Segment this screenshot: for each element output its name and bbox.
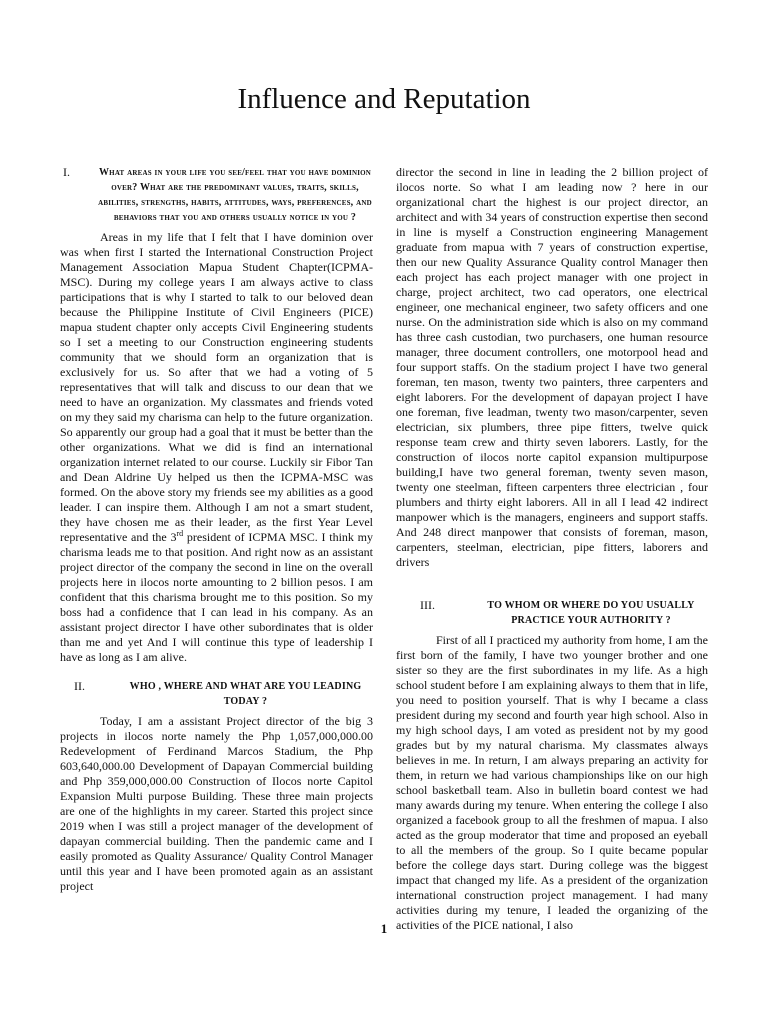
section-1-body-part1: Areas in my life that I felt that I have dominion over was when first I started the International Construction Project Management Association Mapua Student Chapter(ICPMA-MSC). During my college years I am always active to class participations that is why I started to talk to our beloved dean because the Philippine Institute of Civil Engineers (PICE) mapua student chapter only accepts Civil Engineering students so I set a meeting to our Construction engineering students community that we should form an organization that is exclusively for us. So after that we had a voting of 5 representatives that will talk and discuss to our dean that we need to have an organization. My classmates and friends voted on my they said my charisma can help to the future organization. So apparently our group had a goal that it must be better than the other organizations. What we did is find an international organization internet related to our course. Luckily sir Fibor Tan and Dean Aldrine Uy helped us then the ICPMA-MSC was formed. On the above story my friends see my abilities as a good leader. I can inspire them. Although I am not a smart student, they have chosen me as their leader, as the first Year Level representative and the 3	[60, 230, 373, 544]
right-column	[396, 165, 708, 933]
section-3-heading-text: TO WHOM OR WHERE DO YOU USUALLY PRACTICE YOUR AUTHORITY ?	[487, 600, 695, 626]
page-number: 1	[380, 921, 388, 936]
section-1-heading-text: What areas in your life you see/feel that you have dominion over? What are the predominant values, traits, skills, abilities, strengths, habits, attitudes, ways, preferences, and behaviors that you and others usually notice in you ?	[98, 167, 372, 223]
section-2-heading-text: WHO , WHERE AND WHAT ARE YOU LEADING TODAY ?	[129, 681, 362, 707]
section-3-heading	[396, 598, 708, 628]
section-1-body-part2: president of ICPMA MSC. I think my charisma leads me to that position. And right now as an assistant project director of the company the second in line on the overall projects here in ilocos norte amounting to 2 billion pesos. I am confident that this charisma brought me to this position. So my boss had a confidence that I can lead in his company. As an assistant project director I have other subordinates that is older than me and yet And I will continue this type of leadership I have as long as I am alive.	[60, 530, 373, 664]
section-1-body	[60, 230, 373, 665]
section-1-heading	[60, 165, 373, 225]
section-2-heading	[60, 679, 373, 709]
document-title: Influence and Reputation	[237, 83, 531, 115]
section-2-body-right: director the second in line in leading the 2 billion project of ilocos norte. So what I am leading now ? here in our organizational chart the highest is our project director, an architect and with 34 years of construction expertise then second in line is myself a Construction engineering Management graduate from mapua with 7 years of construction expertise, then our new Quality Assurance Quality control Manager then each project has each project manager with one project in charge, project architect, two cad operators, one electrical engineer, one mechanical engineer, two safety officers and one nurse. On the administration side which is also on my command has three cash custodian, two purchasers, one human resource manager, three document controllers, one motorpool head and four support staffs. On the stadium project I have two general foreman, ten mason, twenty two painters, three carpenters and eight laborers. For the development of dapayan project I have one foreman, five leadman, twenty two mason/carpenter, seven electrician, six plumbers, three pipe fitters, twelve quick response team crew and thirty seven laborers. Lastly, for the construction of ilocos norte capitol expansion multipurpose building,I have two general foreman, twenty seven mason, twenty one steelman, fifteen carpenters three electrician , four plumbers and thirty eight laborers. All in all I lead 42 indirect manpower which is the managers, engineers and support staffs. And 248 direct manpower that consists of foreman, mason, carpenters, steelman, electrician, pipe fitters, laborers and drivers	[396, 165, 708, 569]
section-1-body-superscript: rd	[176, 529, 184, 538]
section-1-number: I.	[63, 165, 70, 179]
left-column	[60, 165, 373, 894]
section-3-body: First of all I practiced my authority from home, I am the first born of the family, I have two younger brother and one sister so they are the first subordinates in my life. As a high school student before I am explaining always to them that in life, you need to position yourself. That is why I became a class president during my second and fourth year high school. Also in my high school days, I am voted as president not by my good grades but by my natural charisma. My classmates always believes in me. In return, I am always preparing an activity for them, in return we had various championships like on our high school basketball team. Also in bulletin board contest we had many awards during my tenure. When entering the college I also organized a facebook group to all the freshmen of mapua. I also acted as the group moderator that time and proposed an eyeball to all the members of the group. So I quite became popular before the college days start. During college was the biggest impact that changed my life. As a president of the organization international construction project management. I had many activities during my tenure, I leaded the organizing of the activities of the PICE national, I also	[396, 633, 708, 932]
section-2-body-left: Today, I am a assistant Project director of the big 3 projects in ilocos norte namely the Php 1,057,000,000.00 Redevelopment of Ferdinand Marcos Stadium, the Php 603,640,000.00 Development of Dapayan Commercial building and Php 359,000,000.00 Construction of Ilocos norte Capitol Expansion Multi purpose Building. These three main projects are one of the highlights in my career. Started this project since 2019 when I was still a project manager of the development of dapayan commercial building. Then the pandemic came and I easily promoted as Quality Assurance/ Quality Control Manager until this year and I have been promoted again as an assistant project	[60, 714, 373, 893]
section-3-number: III.	[420, 598, 435, 612]
section-2-number: II.	[74, 679, 85, 693]
